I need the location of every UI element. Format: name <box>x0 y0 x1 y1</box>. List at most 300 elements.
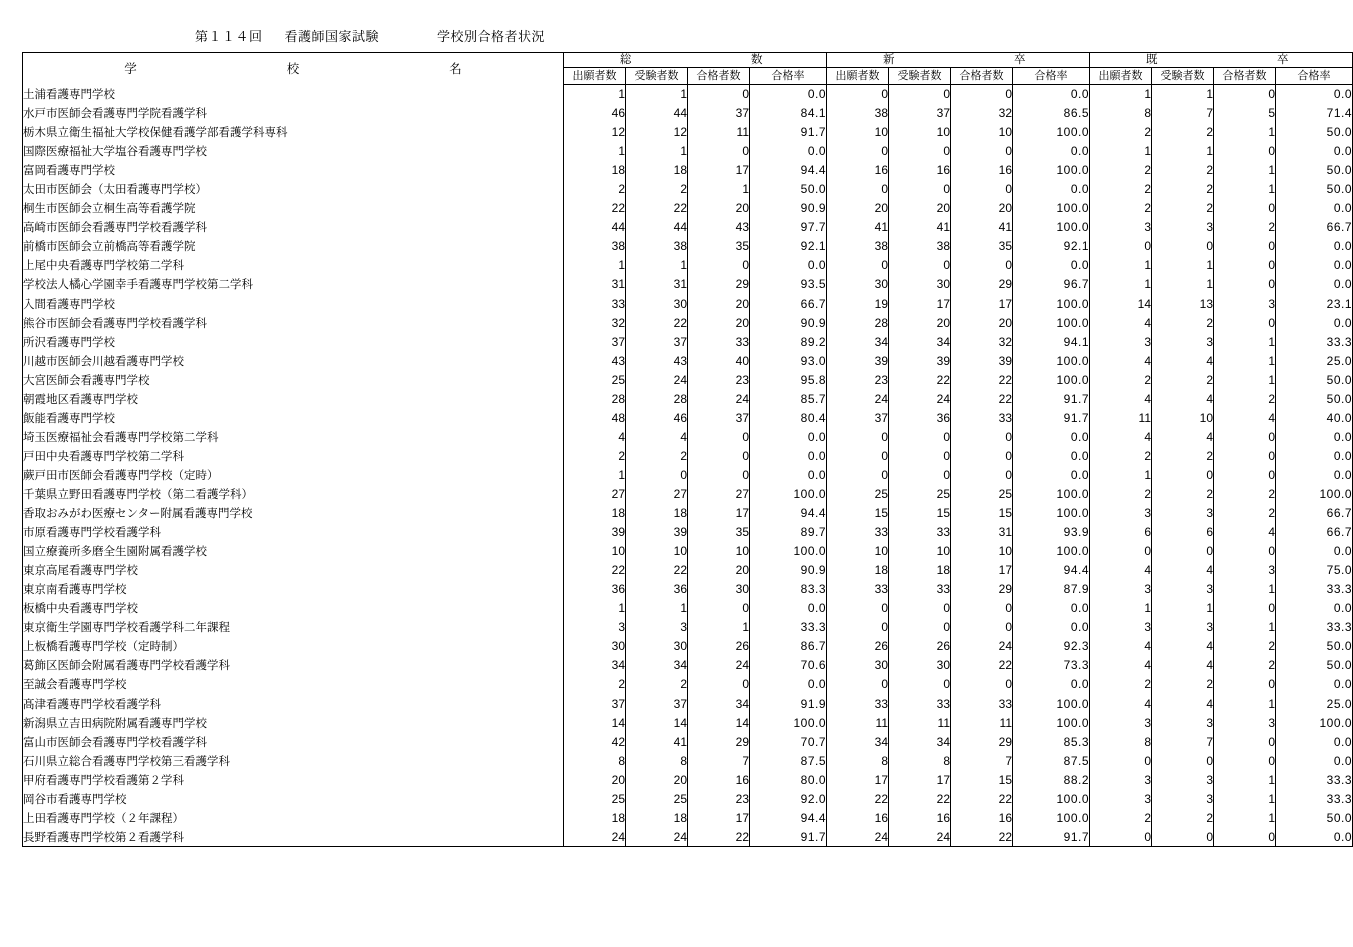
header-old-pass-rate: 合格率 <box>1276 68 1353 85</box>
new-passers-cell: 22 <box>951 789 1013 808</box>
total-pass-rate-cell: 90.9 <box>750 561 827 580</box>
old-examinees-cell: 6 <box>1152 523 1214 542</box>
table-row <box>23 351 1353 370</box>
school-name-cell: 髙津看護専門学校看護学科 <box>23 694 564 713</box>
table-row <box>23 370 1353 389</box>
new-examinees-cell: 20 <box>889 313 951 332</box>
header-old-passers: 合格者数 <box>1214 68 1276 85</box>
table-row <box>23 599 1353 618</box>
total-applicants-cell: 25 <box>564 370 626 389</box>
new-applicants-cell: 10 <box>827 542 889 561</box>
table-row <box>23 104 1353 123</box>
new-passers-cell: 22 <box>951 827 1013 846</box>
table-row <box>23 161 1353 180</box>
old-pass-rate-cell: 50.0 <box>1276 656 1353 675</box>
new-passers-cell: 0 <box>951 180 1013 199</box>
total-applicants-cell: 2 <box>564 180 626 199</box>
new-passers-cell: 29 <box>951 275 1013 294</box>
old-examinees-cell: 3 <box>1152 789 1214 808</box>
old-applicants-cell: 3 <box>1090 218 1152 237</box>
new-pass-rate-cell: 0.0 <box>1013 427 1090 446</box>
new-applicants-cell: 16 <box>827 161 889 180</box>
new-applicants-cell: 41 <box>827 218 889 237</box>
old-applicants-cell: 4 <box>1090 637 1152 656</box>
exam-number: 第１１４回 <box>195 29 263 44</box>
total-applicants-cell: 36 <box>564 580 626 599</box>
new-applicants-cell: 0 <box>827 427 889 446</box>
total-examinees-cell: 36 <box>626 580 688 599</box>
total-applicants-cell: 18 <box>564 504 626 523</box>
total-applicants-cell: 2 <box>564 446 626 465</box>
total-applicants-cell: 43 <box>564 351 626 370</box>
total-pass-rate-cell: 93.0 <box>750 351 827 370</box>
table-body <box>23 85 1353 847</box>
old-pass-rate-cell: 33.3 <box>1276 789 1353 808</box>
old-examinees-cell: 2 <box>1152 808 1214 827</box>
old-passers-cell: 1 <box>1214 694 1276 713</box>
table-row <box>23 504 1353 523</box>
new-pass-rate-cell: 100.0 <box>1013 351 1090 370</box>
old-passers-cell: 0 <box>1214 599 1276 618</box>
new-applicants-cell: 39 <box>827 351 889 370</box>
total-passers-cell: 0 <box>688 465 750 484</box>
table-row <box>23 465 1353 484</box>
header-new-pass-rate: 合格率 <box>1013 68 1090 85</box>
total-examinees-cell: 8 <box>626 751 688 770</box>
table-row <box>23 808 1353 827</box>
new-passers-cell: 41 <box>951 218 1013 237</box>
old-examinees-cell: 0 <box>1152 465 1214 484</box>
new-examinees-cell: 33 <box>889 694 951 713</box>
school-name-cell: 入間看護専門学校 <box>23 294 564 313</box>
new-passers-cell: 0 <box>951 618 1013 637</box>
header-school-char-3: 名 <box>449 61 462 76</box>
total-applicants-cell: 20 <box>564 770 626 789</box>
new-applicants-cell: 33 <box>827 523 889 542</box>
total-passers-cell: 30 <box>688 580 750 599</box>
new-examinees-cell: 15 <box>889 504 951 523</box>
total-pass-rate-cell: 50.0 <box>750 180 827 199</box>
total-pass-rate-cell: 70.6 <box>750 656 827 675</box>
new-pass-rate-cell: 85.3 <box>1013 732 1090 751</box>
total-passers-cell: 17 <box>688 161 750 180</box>
old-pass-rate-cell: 50.0 <box>1276 161 1353 180</box>
old-passers-cell: 1 <box>1214 770 1276 789</box>
new-passers-cell: 35 <box>951 237 1013 256</box>
new-applicants-cell: 0 <box>827 465 889 484</box>
total-examinees-cell: 41 <box>626 732 688 751</box>
header-school-name <box>23 53 564 85</box>
new-pass-rate-cell: 87.5 <box>1013 751 1090 770</box>
total-passers-cell: 17 <box>688 504 750 523</box>
report-name: 学校別合格者状況 <box>437 29 546 44</box>
new-applicants-cell: 38 <box>827 104 889 123</box>
old-passers-cell: 1 <box>1214 351 1276 370</box>
total-applicants-cell: 32 <box>564 313 626 332</box>
total-applicants-cell: 42 <box>564 732 626 751</box>
new-examinees-cell: 17 <box>889 770 951 789</box>
table-row <box>23 484 1353 503</box>
old-applicants-cell: 0 <box>1090 542 1152 561</box>
new-examinees-cell: 34 <box>889 732 951 751</box>
new-examinees-cell: 34 <box>889 332 951 351</box>
old-applicants-cell: 4 <box>1090 313 1152 332</box>
total-passers-cell: 7 <box>688 751 750 770</box>
school-name-cell: 朝霞地区看護専門学校 <box>23 389 564 408</box>
old-pass-rate-cell: 25.0 <box>1276 351 1353 370</box>
old-passers-cell: 0 <box>1214 313 1276 332</box>
total-passers-cell: 20 <box>688 313 750 332</box>
new-examinees-cell: 0 <box>889 256 951 275</box>
old-applicants-cell: 2 <box>1090 180 1152 199</box>
old-applicants-cell: 0 <box>1090 751 1152 770</box>
new-examinees-cell: 37 <box>889 104 951 123</box>
school-name-cell: 長野看護専門学校第２看護学科 <box>23 827 564 846</box>
header-total-examinees: 受験者数 <box>626 68 688 85</box>
old-pass-rate-cell: 0.0 <box>1276 85 1353 104</box>
school-name-cell: 熊谷市医師会看護専門学校看護学科 <box>23 313 564 332</box>
total-examinees-cell: 37 <box>626 694 688 713</box>
new-pass-rate-cell: 100.0 <box>1013 123 1090 142</box>
total-examinees-cell: 1 <box>626 85 688 104</box>
total-passers-cell: 16 <box>688 770 750 789</box>
old-examinees-cell: 3 <box>1152 713 1214 732</box>
old-examinees-cell: 2 <box>1152 199 1214 218</box>
old-examinees-cell: 4 <box>1152 561 1214 580</box>
total-examinees-cell: 1 <box>626 599 688 618</box>
old-applicants-cell: 3 <box>1090 713 1152 732</box>
school-name-cell: 桐生市医師会立桐生高等看護学院 <box>23 199 564 218</box>
old-applicants-cell: 2 <box>1090 161 1152 180</box>
total-passers-cell: 10 <box>688 542 750 561</box>
total-pass-rate-cell: 92.0 <box>750 789 827 808</box>
new-applicants-cell: 33 <box>827 694 889 713</box>
school-name-cell: 香取おみがわ医療センター附属看護専門学校 <box>23 504 564 523</box>
old-applicants-cell: 6 <box>1090 523 1152 542</box>
old-examinees-cell: 10 <box>1152 408 1214 427</box>
new-pass-rate-cell: 0.0 <box>1013 465 1090 484</box>
old-pass-rate-cell: 0.0 <box>1276 237 1353 256</box>
new-examinees-cell: 0 <box>889 675 951 694</box>
new-pass-rate-cell: 86.5 <box>1013 104 1090 123</box>
new-applicants-cell: 15 <box>827 504 889 523</box>
new-applicants-cell: 0 <box>827 599 889 618</box>
table-row <box>23 180 1353 199</box>
school-name-cell: 高崎市医師会看護専門学校看護学科 <box>23 218 564 237</box>
new-examinees-cell: 24 <box>889 827 951 846</box>
old-passers-cell: 1 <box>1214 123 1276 142</box>
old-examinees-cell: 4 <box>1152 427 1214 446</box>
old-pass-rate-cell: 0.0 <box>1276 599 1353 618</box>
table-row <box>23 713 1353 732</box>
old-applicants-cell: 3 <box>1090 504 1152 523</box>
total-applicants-cell: 28 <box>564 389 626 408</box>
new-passers-cell: 17 <box>951 294 1013 313</box>
total-examinees-cell: 2 <box>626 180 688 199</box>
total-pass-rate-cell: 83.3 <box>750 580 827 599</box>
table-row <box>23 618 1353 637</box>
new-examinees-cell: 24 <box>889 389 951 408</box>
total-applicants-cell: 18 <box>564 808 626 827</box>
new-applicants-cell: 17 <box>827 770 889 789</box>
table-row <box>23 237 1353 256</box>
new-examinees-cell: 25 <box>889 484 951 503</box>
old-pass-rate-cell: 0.0 <box>1276 142 1353 161</box>
new-passers-cell: 25 <box>951 484 1013 503</box>
total-applicants-cell: 37 <box>564 694 626 713</box>
header-school-char-1: 学 <box>124 61 137 76</box>
new-passers-cell: 15 <box>951 504 1013 523</box>
new-applicants-cell: 23 <box>827 370 889 389</box>
new-applicants-cell: 26 <box>827 637 889 656</box>
total-examinees-cell: 20 <box>626 770 688 789</box>
total-examinees-cell: 38 <box>626 237 688 256</box>
total-applicants-cell: 27 <box>564 484 626 503</box>
old-passers-cell: 2 <box>1214 218 1276 237</box>
total-passers-cell: 35 <box>688 523 750 542</box>
total-examinees-cell: 39 <box>626 523 688 542</box>
new-pass-rate-cell: 94.4 <box>1013 561 1090 580</box>
old-passers-cell: 0 <box>1214 237 1276 256</box>
old-pass-rate-cell: 0.0 <box>1276 446 1353 465</box>
school-name-cell: 戸田中央看護専門学校第二学科 <box>23 446 564 465</box>
old-examinees-cell: 2 <box>1152 313 1214 332</box>
new-applicants-cell: 34 <box>827 732 889 751</box>
school-name-cell: 国立療養所多磨全生園附属看護学校 <box>23 542 564 561</box>
new-passers-cell: 0 <box>951 142 1013 161</box>
table-row <box>23 313 1353 332</box>
old-pass-rate-cell: 50.0 <box>1276 180 1353 199</box>
new-pass-rate-cell: 0.0 <box>1013 180 1090 199</box>
new-passers-cell: 33 <box>951 694 1013 713</box>
total-passers-cell: 0 <box>688 256 750 275</box>
total-passers-cell: 20 <box>688 199 750 218</box>
school-name-cell: 大宮医師会看護専門学校 <box>23 370 564 389</box>
new-pass-rate-cell: 100.0 <box>1013 713 1090 732</box>
old-examinees-cell: 3 <box>1152 332 1214 351</box>
old-examinees-cell: 13 <box>1152 294 1214 313</box>
total-pass-rate-cell: 0.0 <box>750 675 827 694</box>
total-examinees-cell: 18 <box>626 808 688 827</box>
new-passers-cell: 0 <box>951 427 1013 446</box>
table-row <box>23 694 1353 713</box>
new-examinees-cell: 30 <box>889 656 951 675</box>
old-applicants-cell: 2 <box>1090 484 1152 503</box>
old-applicants-cell: 4 <box>1090 694 1152 713</box>
total-examinees-cell: 28 <box>626 389 688 408</box>
old-passers-cell: 1 <box>1214 370 1276 389</box>
total-examinees-cell: 30 <box>626 294 688 313</box>
old-examinees-cell: 1 <box>1152 599 1214 618</box>
old-applicants-cell: 3 <box>1090 332 1152 351</box>
total-examinees-cell: 3 <box>626 618 688 637</box>
total-passers-cell: 22 <box>688 827 750 846</box>
old-pass-rate-cell: 66.7 <box>1276 504 1353 523</box>
total-pass-rate-cell: 91.7 <box>750 827 827 846</box>
old-applicants-cell: 2 <box>1090 370 1152 389</box>
total-applicants-cell: 2 <box>564 675 626 694</box>
new-pass-rate-cell: 96.7 <box>1013 275 1090 294</box>
total-examinees-cell: 37 <box>626 332 688 351</box>
new-examinees-cell: 10 <box>889 542 951 561</box>
total-passers-cell: 24 <box>688 389 750 408</box>
old-examinees-cell: 4 <box>1152 351 1214 370</box>
old-applicants-cell: 4 <box>1090 656 1152 675</box>
new-examinees-cell: 0 <box>889 618 951 637</box>
total-pass-rate-cell: 0.0 <box>750 599 827 618</box>
table-row <box>23 275 1353 294</box>
total-examinees-cell: 22 <box>626 199 688 218</box>
total-passers-cell: 26 <box>688 637 750 656</box>
new-applicants-cell: 11 <box>827 713 889 732</box>
old-examinees-cell: 2 <box>1152 446 1214 465</box>
header-group-row <box>23 53 1353 68</box>
old-passers-cell: 0 <box>1214 732 1276 751</box>
total-pass-rate-cell: 100.0 <box>750 484 827 503</box>
new-examinees-cell: 39 <box>889 351 951 370</box>
new-passers-cell: 39 <box>951 351 1013 370</box>
total-applicants-cell: 37 <box>564 332 626 351</box>
new-passers-cell: 29 <box>951 732 1013 751</box>
total-pass-rate-cell: 94.4 <box>750 808 827 827</box>
new-applicants-cell: 8 <box>827 751 889 770</box>
total-passers-cell: 11 <box>688 123 750 142</box>
header-total-pass-rate: 合格率 <box>750 68 827 85</box>
old-applicants-cell: 3 <box>1090 580 1152 599</box>
old-examinees-cell: 3 <box>1152 618 1214 637</box>
table-row <box>23 561 1353 580</box>
old-applicants-cell: 2 <box>1090 199 1152 218</box>
old-pass-rate-cell: 71.4 <box>1276 104 1353 123</box>
new-examinees-cell: 0 <box>889 446 951 465</box>
header-total-passers: 合格者数 <box>688 68 750 85</box>
school-name-cell: 上尾中央看護専門学校第二学科 <box>23 256 564 275</box>
table-row <box>23 294 1353 313</box>
total-pass-rate-cell: 97.7 <box>750 218 827 237</box>
old-examinees-cell: 2 <box>1152 123 1214 142</box>
new-passers-cell: 22 <box>951 370 1013 389</box>
total-pass-rate-cell: 89.7 <box>750 523 827 542</box>
new-passers-cell: 0 <box>951 256 1013 275</box>
new-applicants-cell: 0 <box>827 256 889 275</box>
total-passers-cell: 0 <box>688 446 750 465</box>
new-examinees-cell: 0 <box>889 599 951 618</box>
results-table <box>22 52 1353 847</box>
school-name-cell: 東京南看護専門学校 <box>23 580 564 599</box>
table-row <box>23 332 1353 351</box>
table-row <box>23 523 1353 542</box>
old-passers-cell: 3 <box>1214 561 1276 580</box>
total-applicants-cell: 22 <box>564 199 626 218</box>
new-pass-rate-cell: 0.0 <box>1013 142 1090 161</box>
school-name-cell: 市原看護専門学校看護学科 <box>23 523 564 542</box>
old-applicants-cell: 4 <box>1090 351 1152 370</box>
school-name-cell: 千葉県立野田看護専門学校（第二看護学科） <box>23 484 564 503</box>
new-pass-rate-cell: 91.7 <box>1013 389 1090 408</box>
new-passers-cell: 0 <box>951 85 1013 104</box>
new-passers-cell: 11 <box>951 713 1013 732</box>
new-passers-cell: 31 <box>951 523 1013 542</box>
new-applicants-cell: 30 <box>827 656 889 675</box>
total-examinees-cell: 18 <box>626 161 688 180</box>
total-passers-cell: 37 <box>688 104 750 123</box>
old-examinees-cell: 4 <box>1152 694 1214 713</box>
old-examinees-cell: 1 <box>1152 256 1214 275</box>
total-examinees-cell: 2 <box>626 675 688 694</box>
school-name-cell: 栃木県立衛生福祉大学校保健看護学部看護学科専科 <box>23 123 564 142</box>
new-pass-rate-cell: 0.0 <box>1013 85 1090 104</box>
new-passers-cell: 10 <box>951 123 1013 142</box>
old-applicants-cell: 2 <box>1090 808 1152 827</box>
old-pass-rate-cell: 40.0 <box>1276 408 1353 427</box>
total-examinees-cell: 12 <box>626 123 688 142</box>
old-passers-cell: 1 <box>1214 580 1276 599</box>
new-examinees-cell: 0 <box>889 427 951 446</box>
new-pass-rate-cell: 94.1 <box>1013 332 1090 351</box>
old-passers-cell: 1 <box>1214 180 1276 199</box>
new-applicants-cell: 0 <box>827 180 889 199</box>
new-passers-cell: 0 <box>951 446 1013 465</box>
total-applicants-cell: 31 <box>564 275 626 294</box>
table-row <box>23 827 1353 846</box>
total-passers-cell: 35 <box>688 237 750 256</box>
old-passers-cell: 1 <box>1214 332 1276 351</box>
old-applicants-cell: 3 <box>1090 618 1152 637</box>
old-pass-rate-cell: 0.0 <box>1276 465 1353 484</box>
total-pass-rate-cell: 85.7 <box>750 389 827 408</box>
old-pass-rate-cell: 100.0 <box>1276 484 1353 503</box>
old-examinees-cell: 2 <box>1152 161 1214 180</box>
old-examinees-cell: 3 <box>1152 580 1214 599</box>
new-passers-cell: 16 <box>951 161 1013 180</box>
total-examinees-cell: 1 <box>626 256 688 275</box>
old-applicants-cell: 4 <box>1090 561 1152 580</box>
new-examinees-cell: 17 <box>889 294 951 313</box>
old-applicants-cell: 2 <box>1090 446 1152 465</box>
table-row <box>23 542 1353 561</box>
total-pass-rate-cell: 93.5 <box>750 275 827 294</box>
old-pass-rate-cell: 0.0 <box>1276 256 1353 275</box>
old-pass-rate-cell: 33.3 <box>1276 332 1353 351</box>
total-pass-rate-cell: 91.9 <box>750 694 827 713</box>
old-pass-rate-cell: 33.3 <box>1276 580 1353 599</box>
new-pass-rate-cell: 100.0 <box>1013 218 1090 237</box>
header-new-examinees: 受験者数 <box>889 68 951 85</box>
total-pass-rate-cell: 90.9 <box>750 313 827 332</box>
new-pass-rate-cell: 100.0 <box>1013 199 1090 218</box>
total-applicants-cell: 33 <box>564 294 626 313</box>
old-passers-cell: 1 <box>1214 161 1276 180</box>
new-pass-rate-cell: 100.0 <box>1013 294 1090 313</box>
header-total-applicants: 出願者数 <box>564 68 626 85</box>
old-examinees-cell: 4 <box>1152 637 1214 656</box>
total-applicants-cell: 1 <box>564 85 626 104</box>
old-pass-rate-cell: 25.0 <box>1276 694 1353 713</box>
total-examinees-cell: 14 <box>626 713 688 732</box>
new-applicants-cell: 22 <box>827 789 889 808</box>
old-applicants-cell: 1 <box>1090 142 1152 161</box>
new-passers-cell: 16 <box>951 808 1013 827</box>
old-applicants-cell: 2 <box>1090 123 1152 142</box>
school-name-cell: 所沢看護専門学校 <box>23 332 564 351</box>
school-name-cell: 岡谷市看護専門学校 <box>23 789 564 808</box>
header-group-new-left: 新 <box>827 53 951 68</box>
school-name-cell: 新潟県立吉田病院附属看護専門学校 <box>23 713 564 732</box>
old-pass-rate-cell: 50.0 <box>1276 808 1353 827</box>
new-pass-rate-cell: 100.0 <box>1013 313 1090 332</box>
total-examinees-cell: 24 <box>626 827 688 846</box>
old-examinees-cell: 1 <box>1152 85 1214 104</box>
